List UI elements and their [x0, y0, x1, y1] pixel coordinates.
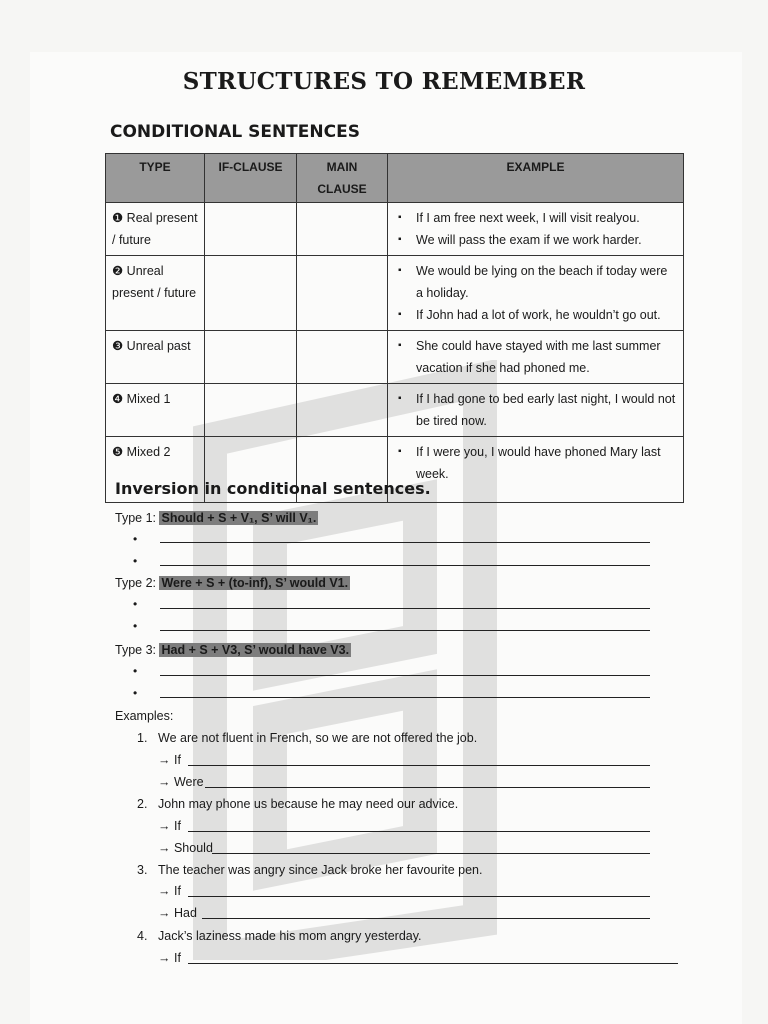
example-sentence: We are not fluent in French, so we are not offered the job. [158, 731, 478, 745]
table-row [106, 203, 684, 256]
type-formula: Were + S + (to-inf), S’ would V1. [161, 576, 349, 590]
type-cell: ❷ Unreal present / future [106, 256, 205, 331]
table-row [106, 331, 684, 384]
type-cell: ❸ Unreal past [106, 331, 205, 384]
bullet: • [133, 686, 138, 700]
rewrite-prompt: → If [158, 753, 181, 767]
answer-line[interactable] [212, 853, 650, 854]
example-sentence: Jack’s laziness made his mom angry yesterday. [158, 929, 422, 943]
example-sentence: John may phone us because he may need our advice. [158, 797, 459, 811]
answer-line[interactable] [188, 963, 678, 964]
rewrite-prompt: → If [158, 951, 181, 965]
rewrite-prompt: → Were [158, 775, 204, 789]
type-label: Type 1: [115, 511, 156, 525]
example-item: ▪ She could have stayed with me last summer vacation if she had phoned me. [394, 335, 677, 379]
examples-label: Examples: [115, 709, 174, 723]
type-formula: Should + S + V₁, S’ will V₁. [161, 511, 317, 525]
example-number: 3. [137, 863, 148, 877]
answer-line[interactable] [188, 896, 650, 897]
bullet: • [133, 597, 138, 611]
bullet: • [133, 554, 138, 568]
type-2-line [115, 576, 350, 590]
answer-line[interactable] [160, 608, 650, 609]
header-if-clause: IF-CLAUSE [205, 154, 297, 203]
conditional-table [105, 153, 684, 503]
page-title: STRUCTURES TO REMEMBER [182, 68, 586, 95]
example-cell [388, 203, 684, 256]
answer-line[interactable] [160, 697, 650, 698]
table-row [106, 256, 684, 331]
example-cell [388, 437, 684, 503]
main-clause-cell [297, 331, 388, 384]
header-type: TYPE [106, 154, 205, 203]
type-cell: ❶ Real present / future [106, 203, 205, 256]
type-label: Type 3: [115, 643, 156, 657]
example-number: 4. [137, 929, 148, 943]
type-label: Type 2: [115, 576, 156, 590]
header-main-clause: MAIN CLAUSE [297, 154, 388, 203]
answer-line[interactable] [202, 918, 650, 919]
header-example: EXAMPLE [388, 154, 684, 203]
if-clause-cell [205, 331, 297, 384]
bullet: • [133, 619, 138, 633]
type-3-line [115, 643, 351, 657]
bullet: • [133, 532, 138, 546]
rewrite-prompt: → If [158, 819, 181, 833]
answer-line[interactable] [188, 765, 650, 766]
example-item: ▪ We will pass the exam if we work harder. [394, 229, 677, 251]
rewrite-prompt: → If [158, 884, 181, 898]
main-clause-cell [297, 203, 388, 256]
type-1-line [115, 511, 318, 525]
if-clause-cell [205, 384, 297, 437]
answer-line[interactable] [160, 630, 650, 631]
answer-line[interactable] [160, 565, 650, 566]
main-clause-cell [297, 384, 388, 437]
bullet: • [133, 664, 138, 678]
example-sentence: The teacher was angry since Jack broke her favourite pen. [158, 863, 483, 877]
example-item: ▪ If John had a lot of work, he wouldn’t go out. [394, 304, 677, 326]
example-item: ▪ If I am free next week, I will visit realyou. [394, 207, 677, 229]
if-clause-cell [205, 203, 297, 256]
main-clause-cell [297, 256, 388, 331]
example-item: ▪ If I had gone to bed early last night, I would not be tired now. [394, 388, 677, 432]
rewrite-prompt: → Had [158, 906, 197, 920]
example-item: ▪ If I were you, I would have phoned Mary last week. [394, 441, 677, 485]
type-formula: Had + S + V3, S’ would have V3. [161, 643, 350, 657]
answer-line[interactable] [160, 675, 650, 676]
rewrite-prompt: → Should [158, 841, 213, 855]
example-number: 2. [137, 797, 148, 811]
example-cell [388, 384, 684, 437]
answer-line[interactable] [188, 831, 650, 832]
table-row [106, 384, 684, 437]
example-cell [388, 256, 684, 331]
inversion-heading: Inversion in conditional sentences. [115, 479, 431, 498]
if-clause-cell [205, 256, 297, 331]
example-number: 1. [137, 731, 148, 745]
answer-line[interactable] [205, 787, 650, 788]
section-heading: CONDITIONAL SENTENCES [110, 122, 360, 142]
answer-line[interactable] [160, 542, 650, 543]
example-cell [388, 331, 684, 384]
type-cell: ❹ Mixed 1 [106, 384, 205, 437]
example-item: ▪ We would be lying on the beach if today were a holiday. [394, 260, 677, 304]
type-cell: ❺ Mixed 2 [106, 437, 205, 503]
